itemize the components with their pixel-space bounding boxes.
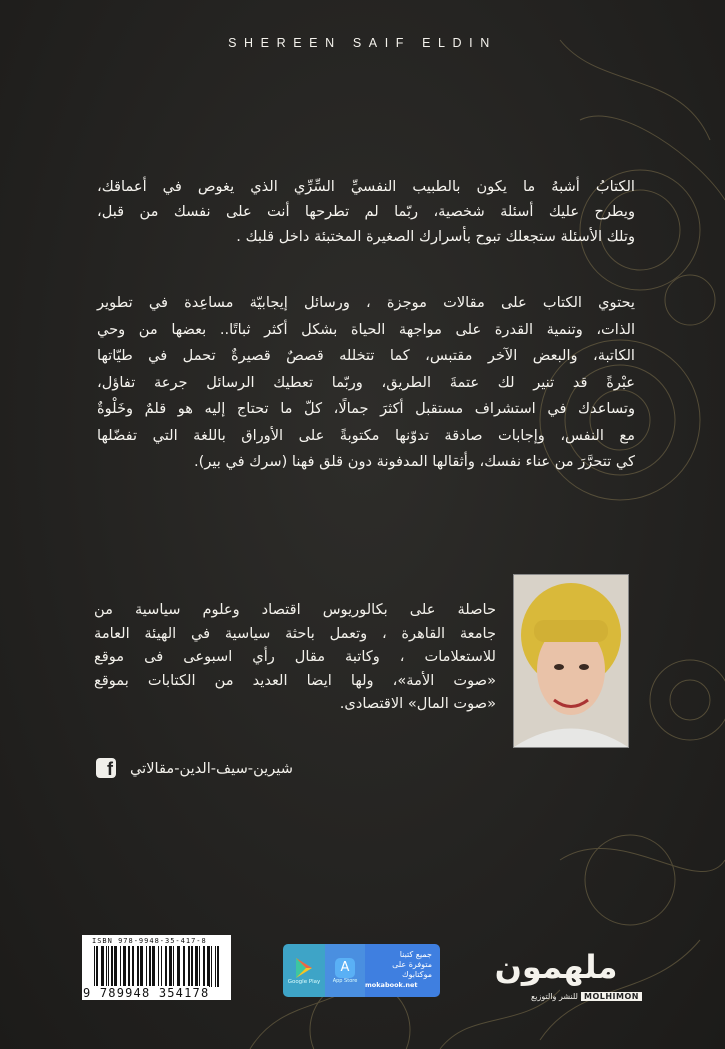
- blurb-line: عبْرةً قد تنير لك عتمةَ الطريق، وربّما تعطيك الرسائل جرعة تفاؤل،: [97, 373, 635, 391]
- google-play-badge[interactable]: [283, 944, 325, 997]
- publisher-subtitle: [528, 992, 642, 1001]
- barcode-bar: [108, 946, 109, 987]
- barcode-bar: [111, 946, 113, 987]
- barcode-number: 9 789948 354178: [83, 986, 210, 1000]
- barcode-bar: [114, 946, 117, 987]
- bio-line: حاصلة على بكالوريوس اقتصاد وعلوم سياسية من: [94, 601, 496, 618]
- blurb-paragraph-2: [97, 290, 635, 476]
- barcode-bar: [161, 946, 162, 987]
- blurb-line: الكاتبة، والبعض الآخر مقتبس، كما تتخلله قصصٌ قصيرةٌ تحمل في طيّاتها: [97, 347, 635, 364]
- barcode-bar: [211, 946, 212, 987]
- author-name-header: SHEREEN SAIF ELDIN: [228, 36, 497, 50]
- publisher-tagline: للنشر والتوزيع: [530, 992, 578, 1001]
- bio-line: «صوت المال» الاقتصادى.: [339, 695, 496, 712]
- barcode-bar: [149, 946, 151, 987]
- publisher-logo-text: ملهمون: [494, 948, 618, 986]
- barcode-bars: [94, 946, 222, 987]
- barcode-bar: [101, 946, 104, 987]
- barcode-bar: [191, 946, 193, 987]
- badge-line: جميع كتبنا: [399, 950, 432, 959]
- blurb-paragraph-1: [97, 174, 635, 249]
- bio-line: للاستعلامات ، وكاتبة مقال رأي اسبوعى فى موقع: [94, 648, 496, 665]
- barcode-bar: [188, 946, 190, 987]
- barcode-bar: [199, 946, 200, 987]
- app-store-icon: A: [335, 958, 355, 978]
- blurb-line: مع النفس، وإجابات صادقة تدوّنها مكتوبةً على الأوراق باللغة التي تفضّلها: [97, 426, 635, 444]
- barcode-bar: [152, 946, 155, 987]
- barcode-bar: [123, 946, 126, 987]
- author-photo: [513, 574, 629, 748]
- barcode-bar: [96, 946, 98, 987]
- barcode-bar: [207, 946, 210, 987]
- barcode-bar: [158, 946, 159, 987]
- publisher-logo: [470, 947, 642, 1001]
- google-play-label: Google Play: [287, 978, 321, 985]
- blurb-line: وتساعدك في استشراف مستقبل أكثرَ جمالًا، كلّ ما تحتاج إليه هو قلمٌ وخَلْوةٌ: [97, 400, 635, 417]
- barcode-bar: [106, 946, 107, 987]
- barcode-bar: [217, 946, 219, 987]
- facebook-page-name: شيرين-سيف-الدين-مقالاتي: [130, 759, 293, 777]
- mokabook-text: [365, 944, 440, 997]
- bio-line: جامعة القاهرة ، وتعمل باحثة سياسية في الهيئة العامة: [94, 624, 496, 642]
- isbn-label: ISBN 978-9948-35-417-8: [92, 937, 207, 945]
- barcode-bar: [120, 946, 121, 987]
- isbn-barcode: [82, 935, 231, 1000]
- barcode-bar: [177, 946, 180, 987]
- barcode-bar: [128, 946, 130, 987]
- facebook-link[interactable]: [96, 758, 293, 778]
- mokabook-url: mokabook.net: [365, 981, 418, 989]
- barcode-bar: [183, 946, 185, 987]
- barcode-bar: [195, 946, 198, 987]
- barcode-bar: [94, 946, 95, 987]
- badge-line: موكتابوك: [401, 970, 432, 979]
- barcode-bar: [169, 946, 172, 987]
- bio-line: «صوت الأمة»، ولها ايضا العديد من الكتابات بموقع: [94, 671, 496, 689]
- app-store-badge[interactable]: [325, 944, 365, 997]
- app-store-label: App Store: [332, 977, 358, 984]
- blurb-line: ويطرح عليك أسئلة شخصية، ربّما لم تطرحها أنت على نفسك من قبل،: [97, 203, 635, 220]
- barcode-bar: [215, 946, 216, 987]
- author-bio: [94, 598, 496, 716]
- blurb-line: الذات، وتنمية القدرة على مواجهة الحياة بشكل أكثر ثباتًا.. بعضها من وحي: [97, 320, 635, 338]
- blurb-line: كي تتحرَّرَ من عناء نفسك، وأثقالها المدفونة دون قلق فهنا (سرك في بير).: [194, 453, 635, 470]
- blurb-line: الكتابُ أشبهُ ما يكون بالطبيب النفسيِّ السِّرِّي الذي يغوص في أعماقك،: [97, 178, 635, 195]
- mokabook-store-badge[interactable]: [283, 944, 440, 997]
- barcode-bar: [165, 946, 167, 987]
- barcode-bar: [173, 946, 174, 987]
- facebook-icon: f: [96, 758, 116, 778]
- publisher-name-en: MOLHIMON: [581, 992, 642, 1001]
- blurb-line: وتلك الأسئلة ستجعلك تبوح بأسرارك الصغيرة المختبئة داخل قلبك .: [236, 228, 635, 245]
- google-play-icon: [294, 957, 314, 979]
- badge-line: متوفرة على: [392, 960, 432, 969]
- barcode-bar: [137, 946, 139, 987]
- barcode-bar: [132, 946, 134, 987]
- barcode-bar: [203, 946, 205, 987]
- barcode-bar: [146, 946, 147, 987]
- barcode-bar: [140, 946, 143, 987]
- blurb-line: يحتوي الكتاب على مقالات موجزة ، ورسائل إيجابيّة مساعِدة في تطوير: [97, 294, 635, 311]
